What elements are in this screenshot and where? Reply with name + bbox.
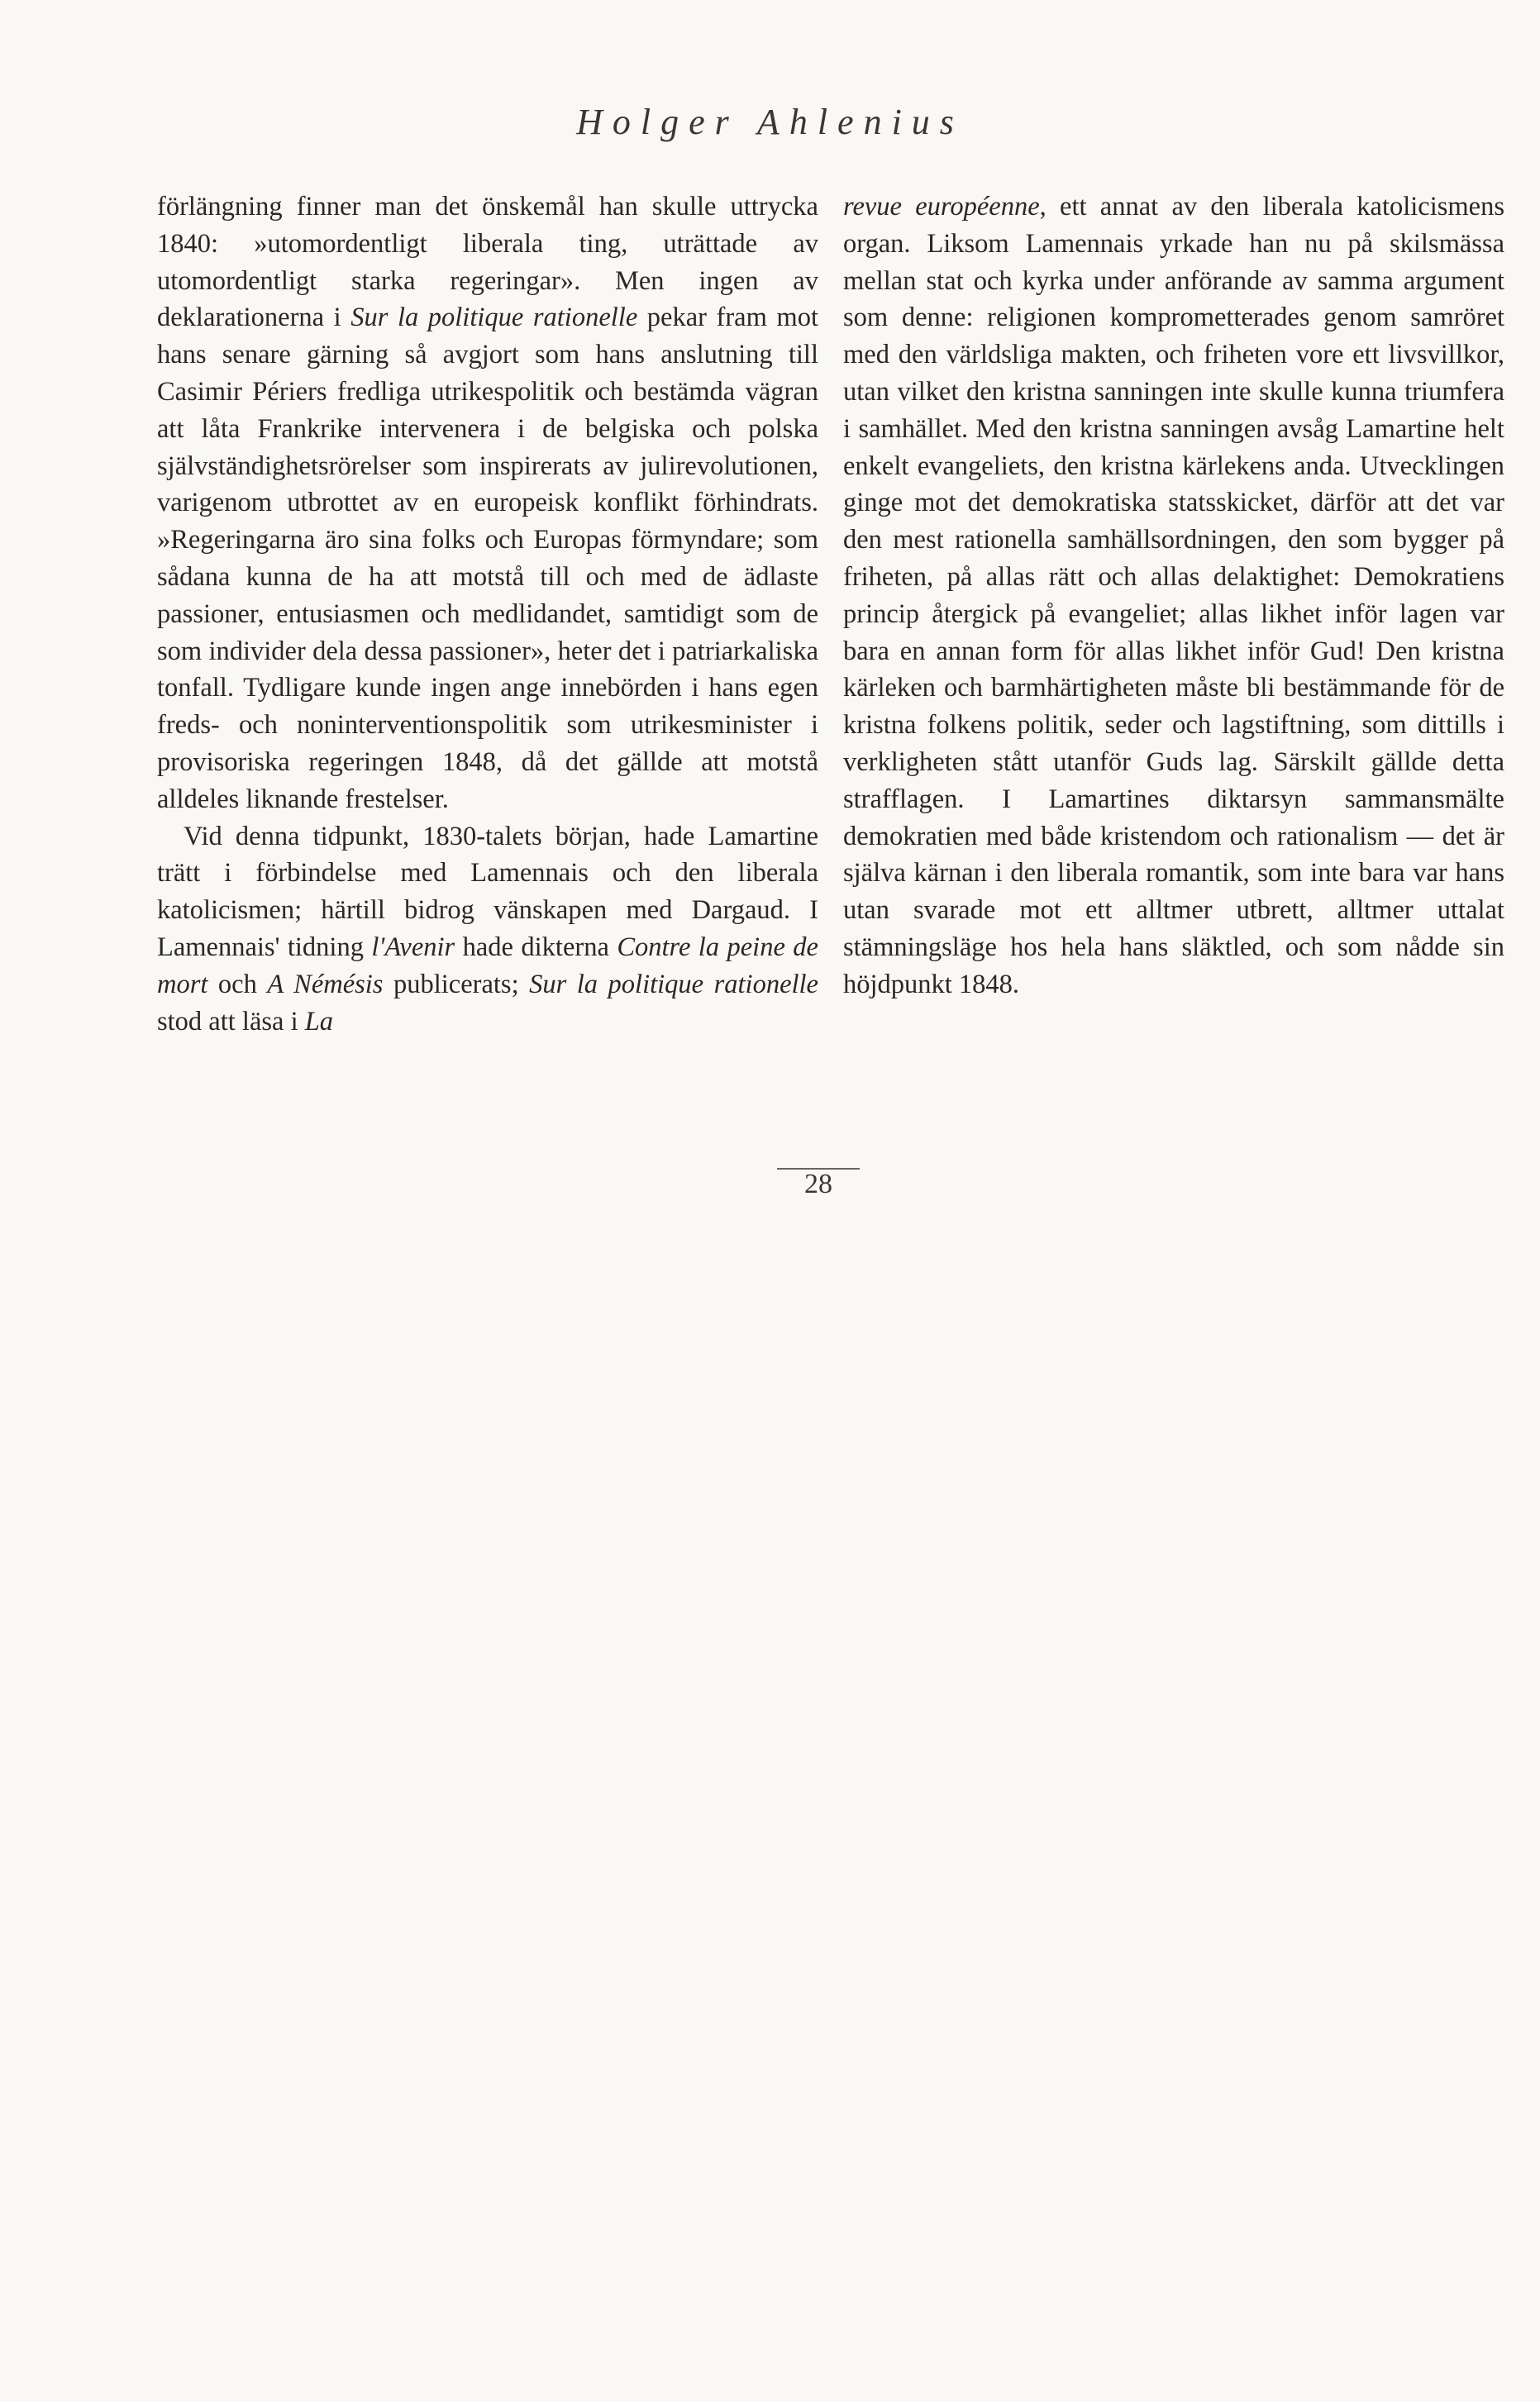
text-run: publicerats; xyxy=(383,969,530,999)
italic-title: Sur la politique rationelle xyxy=(529,969,818,999)
italic-title: Sur la politique rationelle xyxy=(350,303,638,333)
left-column xyxy=(157,188,818,1040)
text-run: Vid denna tidpunkt, 1830-talets början, hade Lamartine trätt i förbindelse med Lamennais och den liberala katolicismen; härtill bidrog vänskapen med Dargaud. I Lamennais' tidning xyxy=(157,821,818,962)
page-number: 28 xyxy=(804,1169,832,1199)
italic-title: Contre la peine de mort xyxy=(157,932,818,999)
right-paragraph-1 xyxy=(843,188,1504,1003)
italic-title: l'Avenir xyxy=(371,932,455,962)
left-paragraph-2 xyxy=(157,818,818,1041)
running-head: Holger Ahlenius xyxy=(576,102,964,142)
italic-title: La xyxy=(304,1006,334,1037)
text-run: hade dikterna xyxy=(455,932,617,962)
italic-title: revue européenne xyxy=(843,192,1040,222)
right-column xyxy=(843,188,1504,1003)
text-run: stod att läsa i xyxy=(157,1006,305,1037)
text-run: och xyxy=(207,969,268,999)
italic-title: A Némésis xyxy=(267,969,384,999)
text-run: pekar fram mot hans senare gärning så avgjort som hans anslutning till Casimir Périers fredliga utrikespolitik och bestämda vägran att låta Frankrike intervenera i de belgiska och polska självständighetsrörelser som inspirerats av julirevolutionen, varigenom utbrottet av en europeisk konflikt förhindrats. »Regeringarna äro sina folks och Europas förmyndare; som sådana kunna de ha att motstå till och med de ädlaste passioner, entusiasmen och medlidandet, samtidigt som de som individer dela dessa passioner», heter det i patriarkaliska tonfall. Tydligare kunde ingen ange innebörden i hans egen freds- och noninterventionspolitik som utrikesminister i provisoriska regeringen 1848, då det gällde att motstå alldeles liknande frestelser. xyxy=(157,303,818,814)
text-run: , ett annat av den liberala katolicismens organ. Liksom Lamennais yrkade han nu på skilsmässa mellan stat och kyrka under anförande av samma argument som denne: religionen komprometterades genom samröret med den världsliga makten, och friheten vore ett livsvillkor, utan vilket den kristna sanningen inte skulle kunna triumfera i samhället. Med den kristna sanningen avsåg Lamartine helt enkelt evangeliets, den kristna kärlekens anda. Utvecklingen ginge mot det demokratiska statsskicket, därför att det var den mest rationella samhällsordningen, den som bygger på friheten, på allas rätt och allas delaktighet: Demokratiens princip återgick på evangeliet; allas likhet inför lagen var bara en annan form för allas likhet inför Gud! Den kristna kärleken och barmhärtigheten måste bli bestämmande för de kristna folkens politik, seder och lagstiftning, som dittills i verkligheten stått utanför Guds lag. Särskilt gällde detta strafflagen. I Lamartines diktarsyn sammansmälte demokratien med både kristendom och rationalism — det är själva kärnan i den liberala romantik, som inte bara var hans utan svarade mot ett alltmer utbrett, alltmer uttalat stämningsläge hos hela hans släktled, och som nådde sin höjdpunkt 1848. xyxy=(843,192,1505,999)
left-paragraph-1 xyxy=(157,188,818,818)
text-run: förlängning finner man det önskemål han skulle uttrycka 1840: »utomordentligt liberala ting, uträttade av utomordentligt starka regeringar». Men ingen av deklarationerna i xyxy=(157,192,818,333)
